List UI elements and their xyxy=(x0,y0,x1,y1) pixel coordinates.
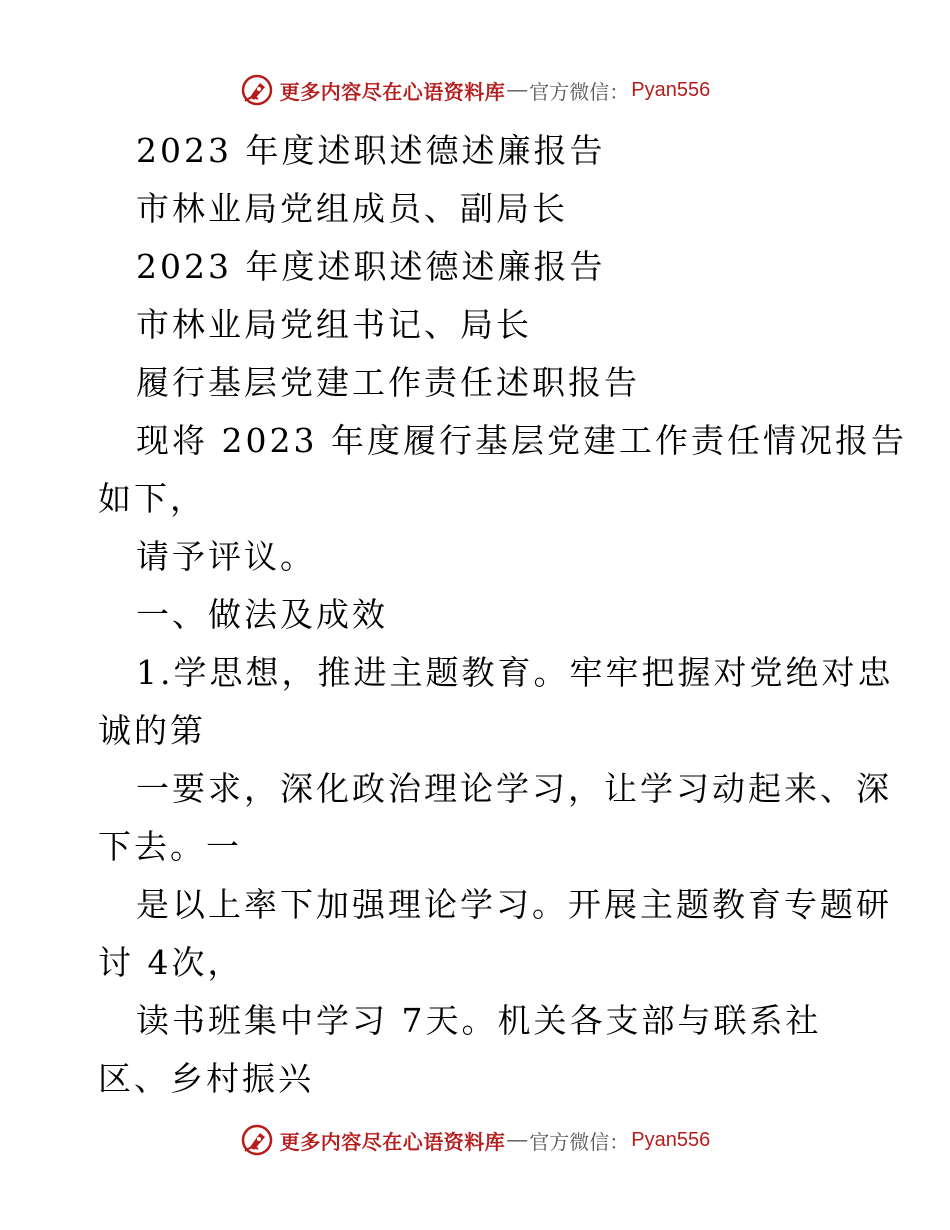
doc-paragraph-line: 1.学思想，推进主题教育。牢牢把握对党绝对忠 xyxy=(136,653,894,692)
doc-paragraph-line: 是以上率下加强理论学习。开展主题教育专题研 xyxy=(136,885,892,924)
banner-separator: — xyxy=(507,1128,528,1151)
header-banner xyxy=(0,70,950,110)
banner-wechat-label: 官方微信： xyxy=(529,1131,630,1154)
doc-paragraph-line: 如下， xyxy=(98,479,206,518)
banner-slogan: 更多内容尽在心语资料库 xyxy=(279,81,506,104)
doc-paragraph-line: 一要求，深化政治理论学习，让学习动起来、深 xyxy=(136,769,892,808)
doc-paragraph-line: 诚的第 xyxy=(98,711,206,750)
doc-line-title-2: 2023 年度述职述德述廉报告 xyxy=(136,247,606,286)
doc-paragraph-line: 读书班集中学习 7天。机关各支部与联系社 xyxy=(136,1001,822,1040)
banner-wechat-id: Pyan556 xyxy=(631,78,711,101)
pen-nib-logo-icon xyxy=(240,1123,274,1157)
doc-paragraph-line: 请予评议。 xyxy=(136,537,316,576)
doc-section-heading: 一、做法及成效 xyxy=(136,595,388,634)
doc-line-title-1: 2023 年度述职述德述廉报告 xyxy=(136,131,606,170)
doc-paragraph-line: 下去。一 xyxy=(98,827,242,866)
doc-line-author-1: 市林业局党组成员、副局长 xyxy=(136,189,568,228)
document-body xyxy=(98,122,907,1108)
banner-wechat-id: Pyan556 xyxy=(631,1128,711,1151)
doc-paragraph-line: 讨 4次， xyxy=(98,943,244,982)
doc-line-title-3: 履行基层党建工作责任述职报告 xyxy=(136,363,640,402)
footer-banner xyxy=(0,1120,950,1160)
banner-wechat-label: 官方微信： xyxy=(529,81,630,104)
banner-separator: — xyxy=(507,78,528,101)
pen-nib-logo-icon xyxy=(240,73,274,107)
doc-paragraph-line: 现将 2023 年度履行基层党建工作责任情况报告 xyxy=(136,421,907,460)
doc-line-author-2: 市林业局党组书记、局长 xyxy=(136,305,532,344)
banner-slogan: 更多内容尽在心语资料库 xyxy=(279,1131,506,1154)
doc-paragraph-line: 区、乡村振兴 xyxy=(98,1059,314,1098)
